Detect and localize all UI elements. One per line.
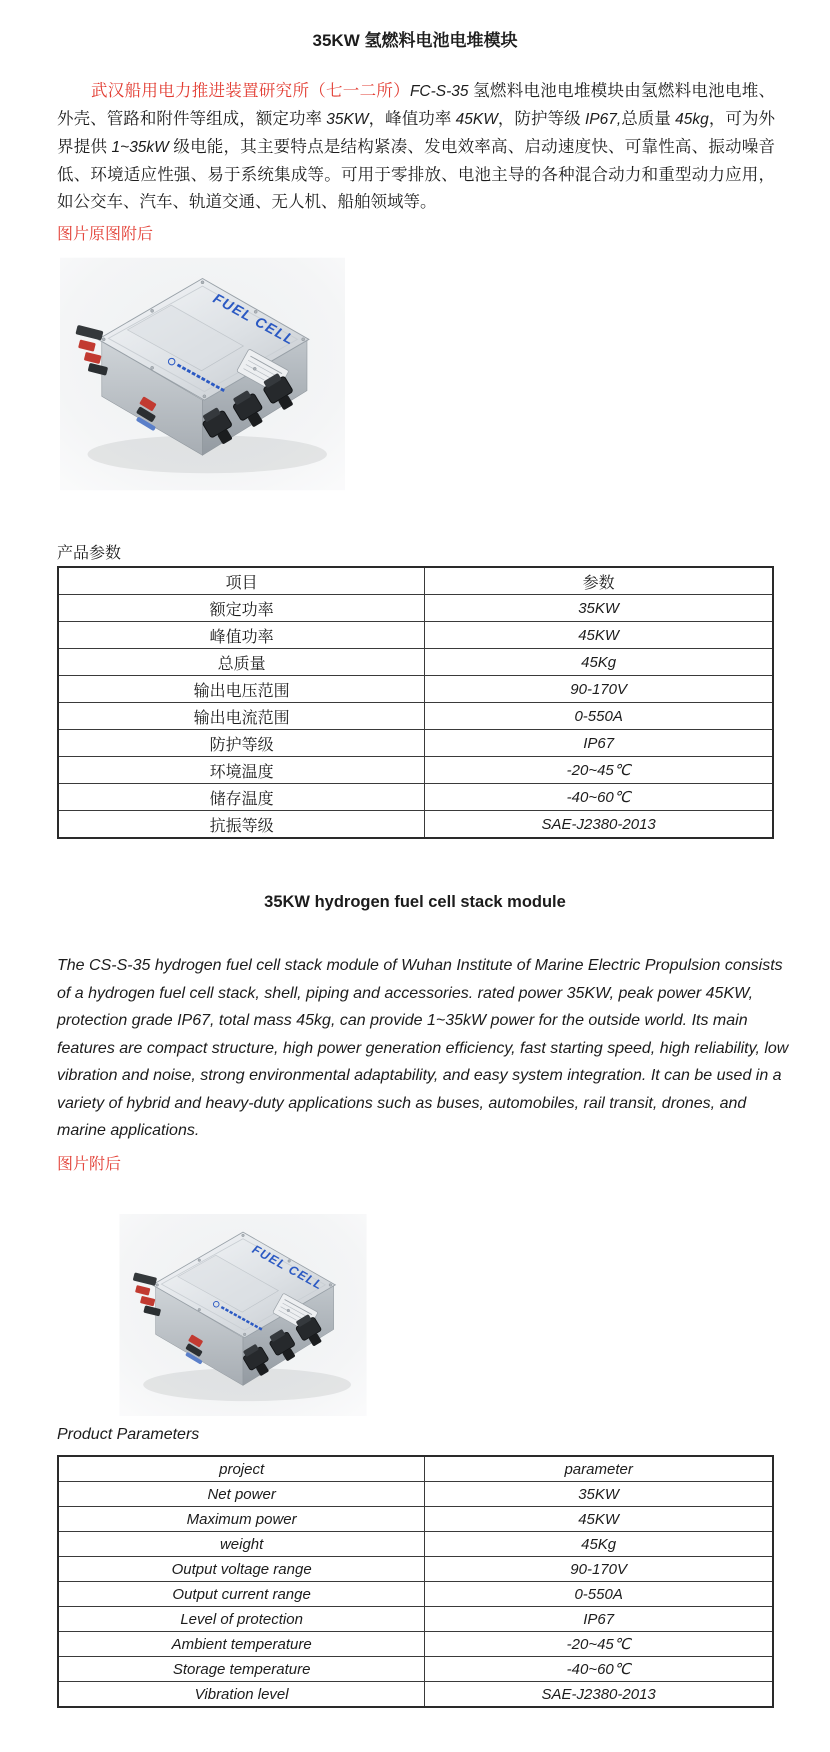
param-name-cell: 输出电流范围: [58, 703, 425, 730]
table-row: [58, 811, 773, 839]
cn-paragraph: [57, 77, 775, 215]
table-row: [58, 1582, 773, 1607]
paragraph-segment: 级电能，其主要特点是结构紧凑、发电效率高、启动速度快、可靠性高、振动噪音低、环境适应性强、易于系统集成等。可用于零排放、电池主导的各种混合动力和重型动力应用，如公交车、汽车、轨道交通、无人机、船舶领域等。: [57, 136, 776, 211]
table-row: [58, 757, 773, 784]
table-row: [58, 1632, 773, 1657]
param-value-cell: 45Kg: [425, 1532, 773, 1557]
param-name-cell: 额定功率: [58, 595, 425, 622]
paragraph-segment: IP67,: [584, 110, 622, 128]
table-row: [58, 703, 773, 730]
en-image-note: 图片附后: [57, 1156, 122, 1173]
paragraph-segment: 武汉船用电力推进装置研究所（七一二所）: [91, 80, 410, 100]
param-name-cell: 峰值功率: [58, 622, 425, 649]
paragraph-segment: ，峰值功率: [368, 108, 456, 128]
en-title: 35KW hydrogen fuel cell stack module: [264, 893, 566, 911]
param-value-cell: 35KW: [425, 595, 773, 622]
fuel-cell-module-image: [95, 1214, 391, 1416]
param-name-cell: 总质量: [58, 649, 425, 676]
param-value-cell: SAE-J2380-2013: [425, 1682, 773, 1708]
param-value-cell: -20~45℃: [425, 757, 773, 784]
product-photo-1: [60, 256, 345, 492]
table-row: [58, 784, 773, 811]
param-name-cell: 储存温度: [58, 784, 425, 811]
table-row: [58, 1607, 773, 1632]
param-value-cell: 0-550A: [425, 1582, 773, 1607]
param-name-cell: Maximum power: [58, 1507, 425, 1532]
param-value-cell: 35KW: [425, 1482, 773, 1507]
param-name-cell: Output voltage range: [58, 1557, 425, 1582]
param-value-cell: 45KW: [425, 622, 773, 649]
param-name-cell: Storage temperature: [58, 1657, 425, 1682]
param-name-cell: Output current range: [58, 1582, 425, 1607]
cn-image-note: 图片原图附后: [57, 226, 154, 243]
table-row: [58, 1482, 773, 1507]
header-parameter: parameter: [425, 1456, 773, 1482]
header-parameter: 参数: [425, 567, 773, 595]
param-value-cell: -40~60℃: [425, 1657, 773, 1682]
table-row: [58, 1682, 773, 1708]
en-table-caption: Product Parameters: [57, 1426, 200, 1443]
table-row: [58, 676, 773, 703]
param-name-cell: 抗振等级: [58, 811, 425, 839]
param-name-cell: 输出电压范围: [58, 676, 425, 703]
table-row: [58, 622, 773, 649]
table-row: [58, 1507, 773, 1532]
paragraph-segment: 45kg: [675, 110, 709, 128]
param-value-cell: SAE-J2380-2013: [425, 811, 773, 839]
table-row: [58, 730, 773, 757]
param-value-cell: -40~60℃: [425, 784, 773, 811]
param-name-cell: 环境温度: [58, 757, 425, 784]
en-paragraph: The CS-S-35 hydrogen fuel cell stack module of Wuhan Institute of Marine Electric Propulsion consists of a hydrogen fuel cell stack, shell, piping and accessories. rated power 35KW, peak power 45KW, protection grade IP67, total mass 45kg, can provide 1~35kW power for the outside world. Its main features are compact structure, high power generation efficiency, fast starting speed, high reliability, low vibration and noise, strong environmental adaptability, and easy system integration. It can be used in a variety of hybrid and heavy-duty applications such as buses, automobiles, rail transit, drones, and marine applications.: [57, 957, 789, 1139]
table-row: [58, 1557, 773, 1582]
param-name-cell: 防护等级: [58, 730, 425, 757]
paragraph-segment: 45KW: [455, 110, 498, 128]
table-row: [58, 649, 773, 676]
cn-title: 35KW 氢燃料电池电堆模块: [312, 31, 518, 50]
paragraph-segment: 氢燃料电池电堆模块由氢燃料电池电堆、外壳、管路和附件等组成，额定功率: [57, 80, 776, 128]
table-row: [58, 1532, 773, 1557]
paragraph-segment: 35KW: [326, 110, 369, 128]
fuel-cell-module-image: [60, 256, 345, 492]
param-value-cell: 0-550A: [425, 703, 773, 730]
table-header-row: [58, 1456, 773, 1482]
param-value-cell: 45Kg: [425, 649, 773, 676]
product-photo-2: [95, 1214, 391, 1416]
header-project: project: [58, 1456, 425, 1482]
paragraph-segment: ，可为外界提供: [57, 108, 776, 156]
header-project: 项目: [58, 567, 425, 595]
param-name-cell: Level of protection: [58, 1607, 425, 1632]
paragraph-segment: 1~35kW: [111, 138, 174, 156]
paragraph-segment: FC-S-35: [409, 82, 474, 100]
param-name-cell: Vibration level: [58, 1682, 425, 1708]
en-parameter-table: [57, 1455, 774, 1708]
cn-table-caption: 产品参数: [57, 545, 122, 562]
table-row: [58, 1657, 773, 1682]
table-row: [58, 595, 773, 622]
param-value-cell: IP67: [425, 1607, 773, 1632]
param-name-cell: Ambient temperature: [58, 1632, 425, 1657]
param-value-cell: IP67: [425, 730, 773, 757]
paragraph-segment: 总质量: [621, 108, 676, 128]
paragraph-segment: ，防护等级: [497, 108, 585, 128]
table-header-row: [58, 567, 773, 595]
param-value-cell: -20~45℃: [425, 1632, 773, 1657]
cn-parameter-table: [57, 566, 774, 839]
param-value-cell: 45KW: [425, 1507, 773, 1532]
param-value-cell: 90-170V: [425, 676, 773, 703]
param-value-cell: 90-170V: [425, 1557, 773, 1582]
param-name-cell: Net power: [58, 1482, 425, 1507]
param-name-cell: weight: [58, 1532, 425, 1557]
